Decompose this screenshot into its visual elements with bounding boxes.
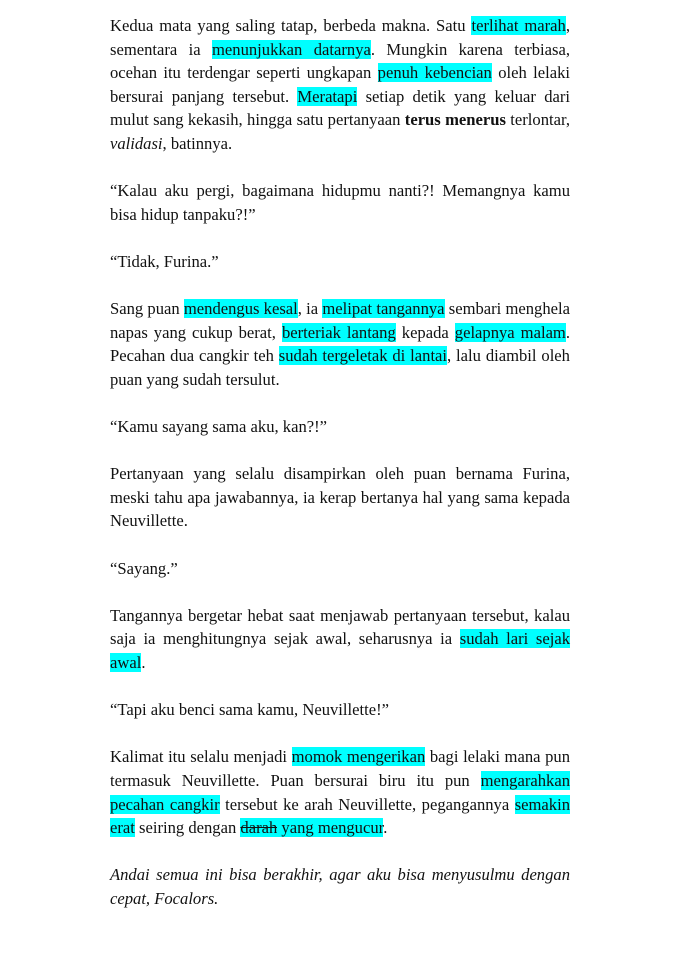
paragraph [110,179,570,226]
paragraph [110,698,570,722]
highlighted-text: sudah lari sejak awal [110,629,571,673]
text-run: terlontar, [505,110,570,130]
highlighted-text: mendengus kesal [183,299,298,319]
paragraph [110,604,570,675]
text-run: oleh lelaki bersurai panjang tersebut. [110,63,570,106]
highlighted-text: penuh kebencian [377,63,492,83]
text-run: sembari menghela napas yang cukup berat, [110,299,570,342]
text-run: bagi lelaki mana pun termasuk Neuvillette. Puan bersurai biru itu pun [110,747,570,790]
text-run: Kedua mata yang saling tatap, berbeda makna. Satu [110,16,472,35]
text-run: “Tapi aku benci sama kamu, Neuvillette!” [110,700,389,720]
text-run: Sang puan [110,299,184,319]
paragraph [110,415,570,439]
text-run: “Tidak, Furina.” [110,251,219,271]
highlighted-text: Meratapi [297,86,358,106]
paragraph [110,297,570,391]
text-run: seiring dengan [134,818,241,838]
italic-text: validasi [110,133,163,153]
text-run: Kalimat itu selalu menjadi [110,747,292,767]
text-run: “Sayang.” [110,558,178,578]
highlighted-text: berteriak lantang [281,322,396,342]
paragraph [110,557,570,581]
text-run: setiap detik yang keluar dari mulut sang kekasih, hingga satu pertanyaan [110,86,570,130]
text-run: , batinnya. [162,133,233,153]
highlighted-text: yang mengucur [277,818,384,838]
text-run: kepada [395,322,455,342]
text-run: “Kamu sayang sama aku, kan?!” [110,417,328,437]
text-run: Tangannya bergetar hebat saat menjawab pertanyaan tersebut, kalau saja ia menghitungnya sejak awal, seharusnya ia [110,605,570,649]
text-run: , ia [297,299,323,319]
highlighted-text: gelapnya malam [454,322,566,342]
text-run: . [383,818,388,838]
text-run: . Pecahan dua cangkir teh [110,322,570,366]
highlighted-text: darah [240,818,278,838]
text-run: . [141,653,146,673]
paragraph [110,462,570,533]
text-run: . Mungkin karena terbiasa, ocehan itu terdengar seperti ungkapan [110,39,570,83]
italic-text: Andai semua ini bisa berakhir, agar aku bisa menyusulmu dengan cepat, Focalors. [110,865,570,908]
text-run: , lalu diambil oleh puan yang sudah tersulut. [110,346,570,389]
highlighted-text: sudah tergeletak di lantai [278,346,448,366]
paragraph [110,863,570,910]
highlighted-text: menunjukkan datarnya [212,39,371,59]
document-body [110,14,570,934]
highlighted-text: semakin erat [110,794,571,838]
highlighted-text: melipat tangannya [322,299,445,319]
text-run: Pertanyaan yang selalu disampirkan oleh puan bernama Furina, meski tahu apa jawabannya, ia kerap bertanya hal yang sama kepada Neuvillette. [110,464,570,531]
highlighted-text: momok mengerikan [291,747,426,767]
paragraph [110,745,570,839]
paragraph [110,14,570,156]
paragraph [110,250,570,274]
highlighted-text: terlihat marah [471,16,566,35]
text-run: , sementara ia [110,16,570,59]
bold-text: terus menerus [404,110,506,130]
text-run: tersebut ke arah Neuvillette, pegangannya [219,794,515,814]
highlighted-text: mengarahkan pecahan cangkir [110,771,570,814]
text-run: “Kalau aku pergi, bagaimana hidupmu nanti?! Memangnya kamu bisa hidup tanpaku?!” [110,181,570,224]
